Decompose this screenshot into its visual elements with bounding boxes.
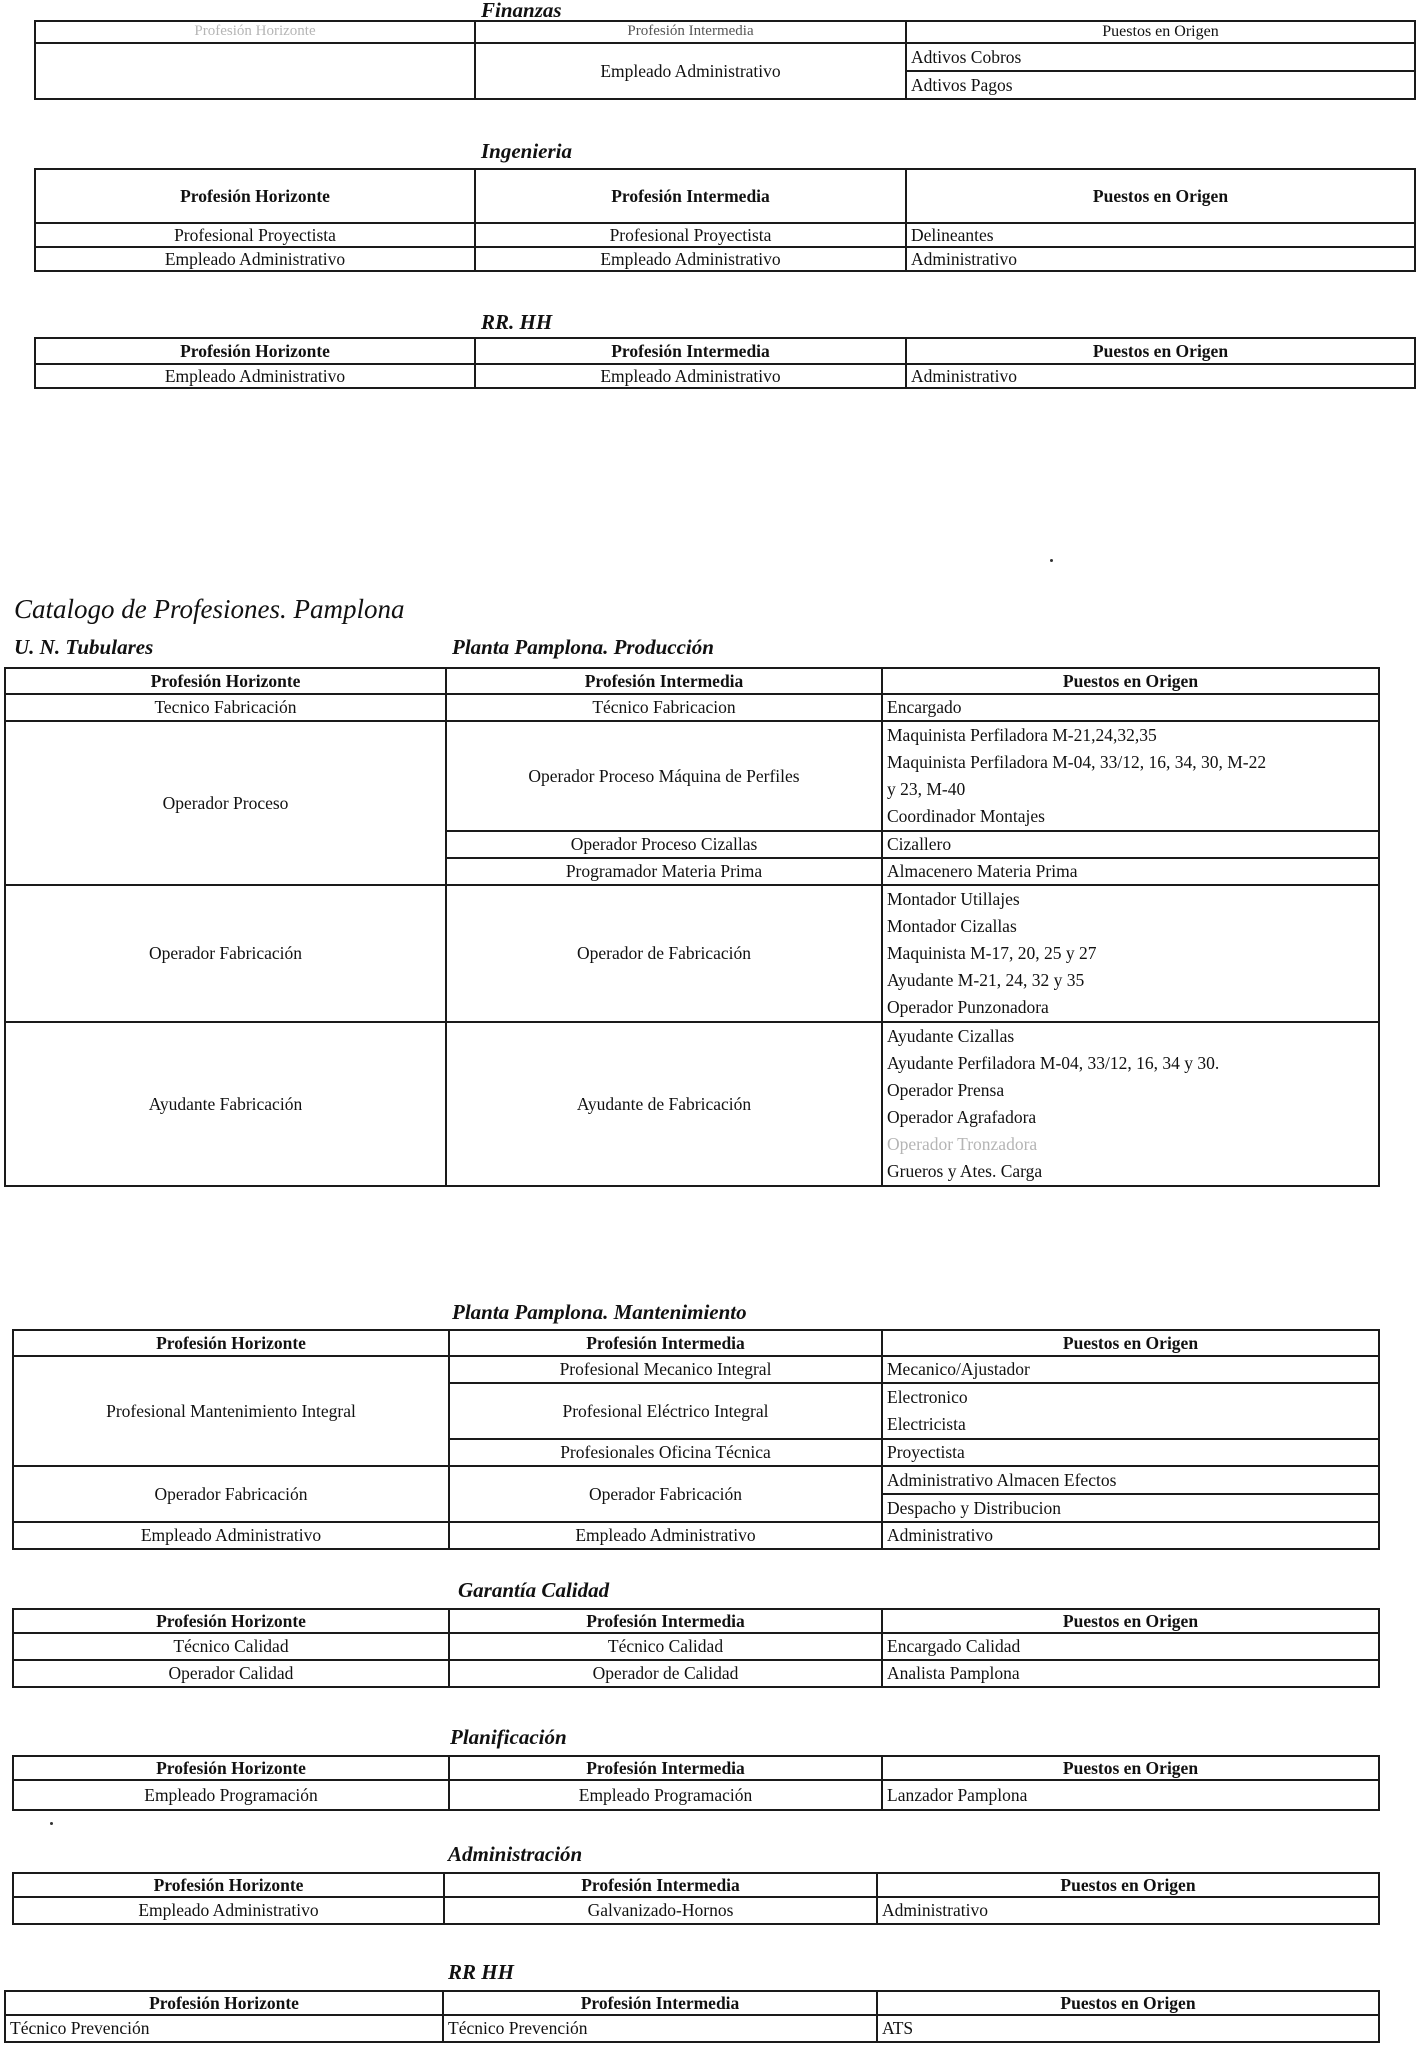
origen-line: Operador Tronzadora — [887, 1134, 1038, 1154]
cell-horizonte: Técnico Prevención — [5, 2015, 443, 2042]
origen-line: Montador Cizallas — [887, 916, 1017, 936]
origen-line: Operador Agrafadora — [887, 1107, 1037, 1127]
mantenimiento-title: Planta Pamplona. Mantenimiento — [452, 1300, 747, 1324]
cell-horizonte: Empleado Administrativo — [13, 1897, 444, 1924]
administracion-title: Administración — [448, 1842, 583, 1866]
cell-intermedia: Empleado Programación — [449, 1780, 882, 1810]
cell-intermedia: Profesional Mecanico Integral — [449, 1356, 882, 1383]
rrhh2-title: RR HH — [448, 1960, 514, 1984]
header-profesion-intermedia: Profesión Intermedia — [444, 1873, 877, 1897]
cell-origen — [906, 43, 1415, 99]
rrhh-table — [34, 337, 1416, 389]
cell-intermedia: Operador Proceso Cizallas — [446, 831, 882, 858]
origen-line: Adtivos Pagos — [911, 75, 1013, 95]
cell-horizonte: Técnico Calidad — [13, 1633, 449, 1660]
cell-intermedia: Empleado Administrativo — [475, 364, 906, 388]
header-puestos-origen: Puestos en Origen — [906, 338, 1415, 364]
origen-line: Operador Punzonadora — [887, 997, 1049, 1017]
header-profesion-horizonte: Profesión Horizonte — [13, 1756, 449, 1780]
header-puestos-origen: Puestos en Origen — [882, 1609, 1379, 1633]
header-puestos-origen: Puestos en Origen — [906, 169, 1415, 223]
rrhh-title: RR. HH — [481, 310, 553, 334]
table-row — [35, 247, 1415, 271]
origen-line: Ayudante Perfiladora M-04, 33/12, 16, 34 y 30. — [887, 1053, 1220, 1073]
cell-intermedia: Programador Materia Prima — [446, 858, 882, 885]
cell-intermedia: Profesional Proyectista — [475, 223, 906, 247]
table-row — [13, 1466, 1379, 1522]
origen-line: Coordinador Montajes — [887, 806, 1045, 826]
origen-line: y 23, M-40 — [887, 779, 966, 799]
cell-origen — [882, 1466, 1379, 1522]
unit-title: U. N. Tubulares — [14, 635, 154, 659]
ingenieria-title: Ingenieria — [481, 139, 573, 163]
cell-origen: Almacenero Materia Prima — [882, 858, 1379, 885]
catalog-title: Catalogo de Profesiones. Pamplona — [14, 594, 405, 624]
origen-line: Electronico — [887, 1387, 968, 1407]
cell-origen: Administrativo — [882, 1522, 1379, 1549]
finanzas-table — [34, 20, 1416, 100]
header-profesion-intermedia: Profesión Intermedia — [449, 1330, 882, 1356]
table-row — [5, 885, 1379, 1022]
origen-line: Electricista — [887, 1414, 966, 1434]
cell-intermedia: Técnico Calidad — [449, 1633, 882, 1660]
cell-intermedia: Operador Proceso Máquina de Perfiles — [446, 721, 882, 831]
header-profesion-horizonte: Profesión Horizonte — [35, 169, 475, 223]
table-header-row — [35, 21, 1415, 43]
cell-origen: Administrativo — [906, 364, 1415, 388]
table-row — [13, 1522, 1379, 1549]
table-row — [13, 1633, 1379, 1660]
cell-intermedia: Profesional Eléctrico Integral — [449, 1383, 882, 1439]
calidad-title: Garantía Calidad — [458, 1578, 610, 1602]
cell-origen: Lanzador Pamplona — [882, 1780, 1379, 1810]
cell-horizonte: Profesional Proyectista — [35, 223, 475, 247]
table-header-row — [13, 1873, 1379, 1897]
header-profesion-horizonte: Profesión Horizonte — [35, 21, 475, 43]
table-row — [13, 1780, 1379, 1810]
origen-line: Montador Utillajes — [887, 889, 1020, 909]
cell-horizonte: Empleado Administrativo — [13, 1522, 449, 1549]
cell-origen — [882, 885, 1379, 1022]
cell-horizonte: Empleado Programación — [13, 1780, 449, 1810]
origen-line: Maquinista M-17, 20, 25 y 27 — [887, 943, 1097, 963]
origen-line: Maquinista Perfiladora M-21,24,32,35 — [887, 725, 1157, 745]
header-profesion-horizonte: Profesión Horizonte — [5, 668, 446, 694]
table-row — [13, 1356, 1379, 1383]
table-header-row — [13, 1330, 1379, 1356]
header-puestos-origen: Puestos en Origen — [877, 1991, 1379, 2015]
origen-line: Operador Prensa — [887, 1080, 1005, 1100]
header-profesion-horizonte: Profesión Horizonte — [13, 1873, 444, 1897]
speck-mark — [50, 1822, 53, 1825]
table-header-row — [13, 1609, 1379, 1633]
cell-horizonte: Operador Proceso — [5, 721, 446, 885]
cell-origen: ATS — [877, 2015, 1379, 2042]
table-row — [35, 43, 1415, 99]
cell-intermedia: Operador Fabricación — [449, 1466, 882, 1522]
cell-horizonte: Operador Fabricación — [13, 1466, 449, 1522]
header-profesion-intermedia: Profesión Intermedia — [475, 338, 906, 364]
origen-line: Grueros y Ates. Carga — [887, 1161, 1043, 1181]
origen-line: Despacho y Distribucion — [887, 1498, 1061, 1518]
cell-intermedia: Profesionales Oficina Técnica — [449, 1439, 882, 1466]
header-profesion-horizonte: Profesión Horizonte — [13, 1609, 449, 1633]
table-header-row — [13, 1756, 1379, 1780]
origen-line: Adtivos Cobros — [907, 44, 1414, 72]
header-profesion-intermedia: Profesión Intermedia — [475, 21, 906, 43]
cell-horizonte: Tecnico Fabricación — [5, 694, 446, 721]
ingenieria-table — [34, 168, 1416, 272]
cell-intermedia: Operador de Calidad — [449, 1660, 882, 1687]
table-row — [13, 1660, 1379, 1687]
table-header-row — [35, 338, 1415, 364]
origen-line: Maquinista Perfiladora M-04, 33/12, 16, 34, 30, M-22 — [887, 752, 1267, 772]
cell-horizonte: Profesional Mantenimiento Integral — [13, 1356, 449, 1466]
table-row — [5, 721, 1379, 831]
cell-horizonte: Operador Calidad — [13, 1660, 449, 1687]
table-header-row — [35, 169, 1415, 223]
cell-intermedia: Técnico Fabricacion — [446, 694, 882, 721]
planificacion-table — [12, 1755, 1380, 1811]
mantenimiento-table — [12, 1329, 1380, 1550]
cell-origen: Administrativo — [877, 1897, 1379, 1924]
cell-horizonte: Ayudante Fabricación — [5, 1022, 446, 1186]
cell-origen — [882, 721, 1379, 831]
cell-origen: Cizallero — [882, 831, 1379, 858]
origen-line: Administrativo Almacen Efectos — [883, 1467, 1378, 1495]
header-puestos-origen: Puestos en Origen — [882, 1330, 1379, 1356]
table-row — [35, 364, 1415, 388]
cell-origen: Proyectista — [882, 1439, 1379, 1466]
produccion-title: Planta Pamplona. Producción — [452, 635, 714, 659]
cell-intermedia: Empleado Administrativo — [475, 247, 906, 271]
table-row — [5, 2015, 1379, 2042]
planificacion-title: Planificación — [450, 1725, 567, 1749]
header-profesion-horizonte: Profesión Horizonte — [13, 1330, 449, 1356]
finanzas-title: Finanzas — [481, 0, 562, 22]
table-row — [5, 694, 1379, 721]
header-profesion-intermedia: Profesión Intermedia — [443, 1991, 877, 2015]
cell-origen: Delineantes — [906, 223, 1415, 247]
header-profesion-intermedia: Profesión Intermedia — [475, 169, 906, 223]
cell-intermedia: Técnico Prevención — [443, 2015, 877, 2042]
cell-intermedia: Empleado Administrativo — [475, 43, 906, 99]
cell-horizonte: Empleado Administrativo — [35, 364, 475, 388]
cell-horizonte: Empleado Administrativo — [35, 247, 475, 271]
origen-line: Ayudante Cizallas — [887, 1026, 1015, 1046]
table-row — [13, 1897, 1379, 1924]
cell-origen — [882, 1022, 1379, 1186]
cell-origen: Administrativo — [906, 247, 1415, 271]
calidad-table — [12, 1608, 1380, 1688]
produccion-table — [4, 667, 1380, 1187]
table-row — [35, 223, 1415, 247]
cell-origen: Mecanico/Ajustador — [882, 1356, 1379, 1383]
table-header-row — [5, 668, 1379, 694]
rrhh2-table — [4, 1990, 1380, 2043]
header-profesion-horizonte: Profesión Horizonte — [5, 1991, 443, 2015]
header-puestos-origen: Puestos en Origen — [877, 1873, 1379, 1897]
cell-origen: Encargado Calidad — [882, 1633, 1379, 1660]
cell-origen: Analista Pamplona — [882, 1660, 1379, 1687]
header-puestos-origen: Puestos en Origen — [906, 21, 1415, 43]
header-puestos-origen: Puestos en Origen — [882, 668, 1379, 694]
cell-horizonte: Operador Fabricación — [5, 885, 446, 1022]
cell-horizonte — [35, 43, 475, 99]
cell-intermedia: Empleado Administrativo — [449, 1522, 882, 1549]
administracion-table — [12, 1872, 1380, 1925]
header-profesion-horizonte: Profesión Horizonte — [35, 338, 475, 364]
header-profesion-intermedia: Profesión Intermedia — [446, 668, 882, 694]
cell-origen: Encargado — [882, 694, 1379, 721]
cell-intermedia: Ayudante de Fabricación — [446, 1022, 882, 1186]
table-header-row — [5, 1991, 1379, 2015]
cell-intermedia: Operador de Fabricación — [446, 885, 882, 1022]
header-profesion-intermedia: Profesión Intermedia — [449, 1756, 882, 1780]
header-puestos-origen: Puestos en Origen — [882, 1756, 1379, 1780]
header-profesion-intermedia: Profesión Intermedia — [449, 1609, 882, 1633]
table-row — [5, 1022, 1379, 1186]
cell-origen — [882, 1383, 1379, 1439]
speck-mark — [1050, 559, 1053, 562]
cell-intermedia: Galvanizado-Hornos — [444, 1897, 877, 1924]
origen-line: Ayudante M-21, 24, 32 y 35 — [887, 970, 1085, 990]
